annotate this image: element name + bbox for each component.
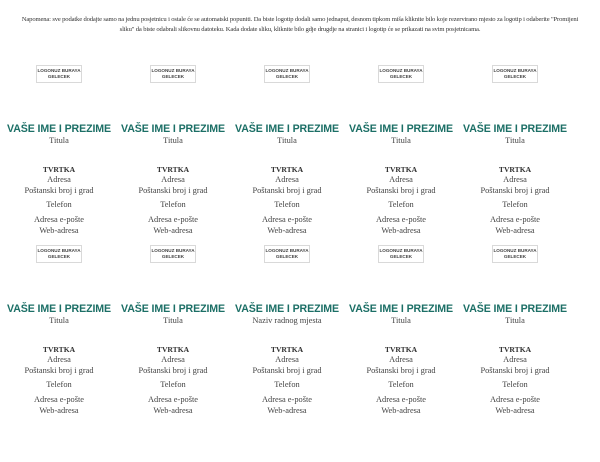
street-address: Adresa [47, 355, 71, 364]
company-name: TVRTKA [270, 165, 304, 174]
phone: Telefon [46, 200, 72, 209]
job-title: Titula [163, 136, 183, 145]
business-card [116, 65, 230, 245]
email-address: Adresa e-pošte [148, 395, 198, 404]
logo-text-line-2: GELECEK [503, 74, 527, 79]
logo-text-line-2: GELECEK [47, 74, 71, 79]
business-card [458, 245, 572, 425]
postal-code-city: Poštanski broj i grad [138, 186, 208, 195]
company-name: TVRTKA [384, 165, 418, 174]
job-title: Titula [391, 316, 411, 325]
logo-text-line-2: GELECEK [275, 254, 299, 259]
full-name: VAŠE IME I PREZIME [463, 303, 567, 315]
logo-text-line-1: LOGONUZ BURAYA [37, 248, 81, 254]
full-name: VAŠE IME I PREZIME [7, 303, 111, 315]
postal-code-city: Poštanski broj i grad [138, 366, 208, 375]
logo-placeholder[interactable] [150, 245, 196, 263]
email-address: Adresa e-pošte [490, 395, 540, 404]
logo-text-line-2: GELECEK [389, 254, 413, 259]
web-address: Web-adresa [153, 406, 193, 415]
full-name: VAŠE IME I PREZIME [235, 303, 339, 315]
company-name: TVRTKA [42, 165, 76, 174]
business-card [458, 65, 572, 245]
postal-code-city: Poštanski broj i grad [252, 186, 322, 195]
email-address: Adresa e-pošte [34, 395, 84, 404]
logo-text-line-1: LOGONUZ BURAYA [265, 68, 309, 74]
company-name: TVRTKA [156, 345, 190, 354]
company-name: TVRTKA [42, 345, 76, 354]
logo-text-line-2: GELECEK [161, 254, 185, 259]
logo-text-line-2: GELECEK [503, 254, 527, 259]
email-address: Adresa e-pošte [376, 215, 426, 224]
job-title: Titula [49, 316, 69, 325]
job-title: Titula [163, 316, 183, 325]
logo-placeholder[interactable] [150, 65, 196, 83]
full-name: VAŠE IME I PREZIME [235, 123, 339, 135]
street-address: Adresa [275, 175, 299, 184]
street-address: Adresa [275, 355, 299, 364]
full-name: VAŠE IME I PREZIME [463, 123, 567, 135]
logo-text-line-1: LOGONUZ BURAYA [379, 68, 423, 74]
job-title: Naziv radnog mjesta [252, 316, 322, 325]
postal-code-city: Poštanski broj i grad [366, 366, 436, 375]
postal-code-city: Poštanski broj i grad [480, 186, 550, 195]
company-name: TVRTKA [270, 345, 304, 354]
company-name: TVRTKA [384, 345, 418, 354]
logo-text-line-1: LOGONUZ BURAYA [151, 248, 195, 254]
postal-code-city: Poštanski broj i grad [366, 186, 436, 195]
logo-placeholder[interactable] [36, 65, 82, 83]
street-address: Adresa [47, 175, 71, 184]
web-address: Web-adresa [495, 406, 535, 415]
job-title: Titula [49, 136, 69, 145]
job-title: Titula [391, 136, 411, 145]
logo-text-line-1: LOGONUZ BURAYA [265, 248, 309, 254]
phone: Telefon [502, 380, 528, 389]
phone: Telefon [274, 200, 300, 209]
web-address: Web-adresa [39, 226, 79, 235]
logo-text-line-2: GELECEK [389, 74, 413, 79]
logo-placeholder[interactable] [492, 65, 538, 83]
email-address: Adresa e-pošte [34, 215, 84, 224]
street-address: Adresa [161, 175, 185, 184]
full-name: VAŠE IME I PREZIME [349, 303, 453, 315]
web-address: Web-adresa [381, 226, 421, 235]
logo-text-line-2: GELECEK [275, 74, 299, 79]
logo-placeholder[interactable] [378, 65, 424, 83]
logo-text-line-1: LOGONUZ BURAYA [379, 248, 423, 254]
full-name: VAŠE IME I PREZIME [121, 123, 225, 135]
postal-code-city: Poštanski broj i grad [252, 366, 322, 375]
logo-text-line-1: LOGONUZ BURAYA [37, 68, 81, 74]
phone: Telefon [274, 380, 300, 389]
phone: Telefon [46, 380, 72, 389]
email-address: Adresa e-pošte [148, 215, 198, 224]
phone: Telefon [388, 200, 414, 209]
business-card [2, 65, 116, 245]
logo-text-line-1: LOGONUZ BURAYA [493, 248, 537, 254]
street-address: Adresa [503, 355, 527, 364]
street-address: Adresa [389, 355, 413, 364]
logo-placeholder[interactable] [264, 65, 310, 83]
email-address: Adresa e-pošte [262, 395, 312, 404]
web-address: Web-adresa [495, 226, 535, 235]
web-address: Web-adresa [267, 226, 307, 235]
logo-placeholder[interactable] [492, 245, 538, 263]
logo-placeholder[interactable] [264, 245, 310, 263]
business-card [344, 245, 458, 425]
business-card [116, 245, 230, 425]
business-card [230, 245, 344, 425]
street-address: Adresa [389, 175, 413, 184]
logo-text-line-1: LOGONUZ BURAYA [493, 68, 537, 74]
business-card [344, 65, 458, 245]
street-address: Adresa [161, 355, 185, 364]
phone: Telefon [502, 200, 528, 209]
company-name: TVRTKA [156, 165, 190, 174]
street-address: Adresa [503, 175, 527, 184]
logo-placeholder[interactable] [36, 245, 82, 263]
email-address: Adresa e-pošte [490, 215, 540, 224]
logo-text-line-1: LOGONUZ BURAYA [151, 68, 195, 74]
phone: Telefon [160, 200, 186, 209]
company-name: TVRTKA [498, 345, 532, 354]
postal-code-city: Poštanski broj i grad [480, 366, 550, 375]
company-name: TVRTKA [498, 165, 532, 174]
job-title: Titula [505, 316, 525, 325]
full-name: VAŠE IME I PREZIME [7, 123, 111, 135]
full-name: VAŠE IME I PREZIME [349, 123, 453, 135]
job-title: Titula [277, 136, 297, 145]
logo-text-line-2: GELECEK [161, 74, 185, 79]
web-address: Web-adresa [153, 226, 193, 235]
web-address: Web-adresa [267, 406, 307, 415]
full-name: VAŠE IME I PREZIME [121, 303, 225, 315]
phone: Telefon [160, 380, 186, 389]
business-card [2, 245, 116, 425]
web-address: Web-adresa [381, 406, 421, 415]
instruction-note: Napomena: sve podatke dodajte samo na jednu posjetnicu i ostale će se automatski popuniti. Da biste logotip dodali samo jednaput, desnom tipkom miša kliknite bilo koje rezervirano mjesto za logotip i odaberite "Promijeni sliku" da biste odabrali slikovnu datoteku. Kada dodate sliku, kliknite bilo gdje drugdje na stranici i logotip će se prikazati na svim posjetnicama. [21, 16, 579, 33]
logo-text-line-2: GELECEK [47, 254, 71, 259]
postal-code-city: Poštanski broj i grad [24, 366, 94, 375]
web-address: Web-adresa [39, 406, 79, 415]
postal-code-city: Poštanski broj i grad [24, 186, 94, 195]
email-address: Adresa e-pošte [262, 215, 312, 224]
logo-placeholder[interactable] [378, 245, 424, 263]
phone: Telefon [388, 380, 414, 389]
job-title: Titula [505, 136, 525, 145]
business-card [230, 65, 344, 245]
email-address: Adresa e-pošte [376, 395, 426, 404]
